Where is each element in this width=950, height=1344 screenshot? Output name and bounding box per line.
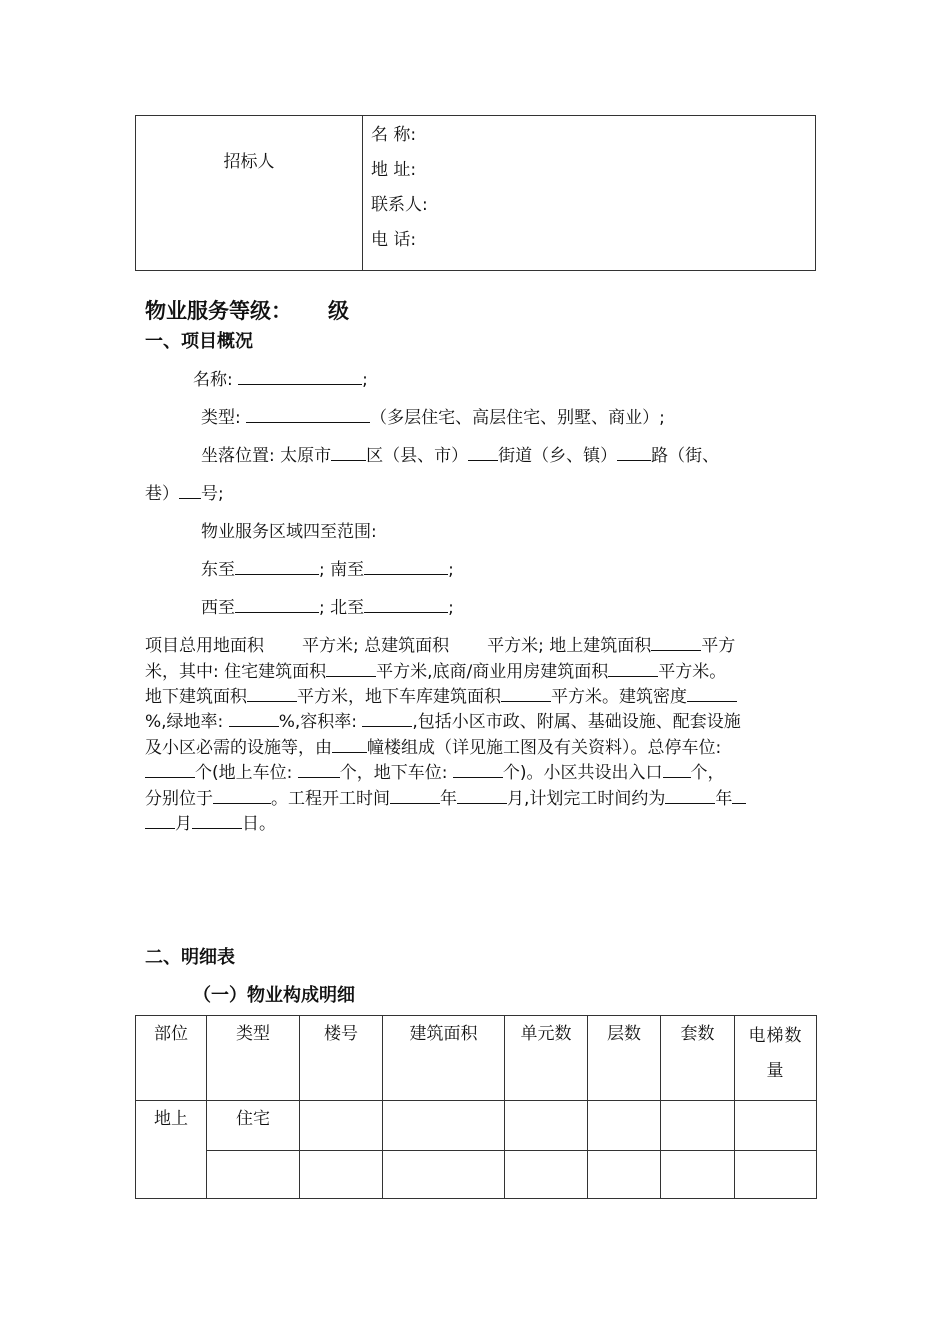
east-south-line [201, 555, 454, 580]
tender-address-field[interactable]: 地 址: [371, 160, 417, 180]
ground-area-blank[interactable] [651, 636, 701, 651]
section2-subtitle: （一）物业构成明细 [193, 985, 355, 1006]
row-type-cell [207, 1101, 300, 1151]
type-label: 类型: [201, 408, 241, 428]
table-cell[interactable] [735, 1151, 817, 1199]
header-cell [300, 1016, 383, 1101]
loc-hao: 号; [201, 484, 224, 504]
para-text: 年 [715, 789, 733, 809]
table-cell[interactable] [300, 1101, 383, 1151]
south-end: ; [448, 560, 454, 580]
start-year-blank[interactable] [390, 789, 440, 804]
header-building-no: 楼号 [324, 1024, 358, 1044]
road-blank[interactable] [617, 446, 651, 461]
table-cell[interactable] [505, 1101, 588, 1151]
table-cell[interactable] [505, 1151, 588, 1199]
para-line-6 [145, 758, 725, 783]
table-cell[interactable] [207, 1151, 300, 1199]
para-text: 平方米; 总建筑面积 [302, 636, 450, 656]
green-rate-blank[interactable] [229, 712, 279, 727]
end-month-blank-a[interactable] [732, 789, 746, 804]
para-text: 年 [440, 789, 457, 809]
residential-area-blank[interactable] [326, 662, 376, 677]
para-text: 平方 [701, 636, 736, 656]
table-header-row [136, 1016, 817, 1101]
para-line-8 [145, 809, 276, 834]
project-type-line [201, 403, 665, 428]
table-cell[interactable] [300, 1151, 383, 1199]
para-text: 平方米,底商/商业用房建筑面积 [376, 662, 609, 682]
underground-area-blank[interactable] [247, 687, 297, 702]
tender-label-cell [136, 116, 363, 271]
section1-title: 一、项目概况 [145, 331, 253, 352]
end-year-blank[interactable] [665, 789, 715, 804]
para-text: 及小区必需的设施等，由 [145, 738, 332, 758]
garage-area-blank[interactable] [501, 687, 551, 702]
start-month-blank[interactable] [457, 789, 507, 804]
name-label: 名称: [193, 370, 233, 390]
header-elevators: 电梯数量 [748, 1026, 803, 1081]
header-area: 建筑面积 [409, 1024, 478, 1044]
table-cell[interactable] [735, 1101, 817, 1151]
table-cell[interactable] [383, 1101, 505, 1151]
name-end: ; [362, 370, 368, 390]
west-blank[interactable] [235, 598, 319, 613]
south-label: ; 南至 [319, 560, 365, 580]
header-floors: 层数 [607, 1024, 641, 1044]
district-blank[interactable] [331, 446, 366, 461]
north-blank[interactable] [364, 598, 448, 613]
table-cell[interactable] [661, 1151, 735, 1199]
para-text: 平方米，地下车库建筑面积 [297, 687, 501, 707]
para-text: 幢楼组成（详见施工图及有关资料）。总停车位: [367, 738, 722, 758]
loc-xiang: 巷） [145, 484, 179, 504]
header-suites: 套数 [680, 1024, 715, 1044]
para-line-5 [145, 733, 721, 758]
area-label: 物业服务区域四至范围: [201, 522, 377, 542]
header-cell [383, 1016, 505, 1101]
north-end: ; [448, 598, 454, 618]
loc-qu: 区（县、市） [366, 446, 469, 466]
row-type: 住宅 [236, 1109, 270, 1129]
header-cell [505, 1016, 588, 1101]
service-level-line [145, 295, 349, 325]
header-cell [207, 1016, 300, 1101]
loc-jie: 街道（乡、镇） [498, 446, 618, 466]
location-line-2 [145, 479, 224, 504]
south-blank[interactable] [364, 560, 448, 575]
tender-label: 招标人 [223, 152, 275, 172]
street-blank[interactable] [468, 446, 498, 461]
table-cell[interactable] [588, 1101, 661, 1151]
west-north-line [201, 593, 454, 618]
para-text: 项目总用地面积 [145, 636, 264, 656]
header-cell [661, 1016, 735, 1101]
entrance-location-blank[interactable] [213, 789, 271, 804]
para-text: 个(地上车位: [195, 763, 298, 783]
tender-phone-field[interactable]: 电 话: [371, 230, 417, 250]
ground-parking-blank[interactable] [298, 763, 340, 778]
header-part: 部位 [154, 1024, 188, 1044]
east-blank[interactable] [235, 560, 319, 575]
para-text: 月 [175, 814, 192, 834]
table-row [136, 1151, 817, 1199]
west-label: 西至 [201, 598, 235, 618]
para-text: 月,计划完工时间约为 [507, 789, 666, 809]
table-row [136, 1101, 817, 1151]
para-text: 平方米; 地上建筑面积 [487, 636, 652, 656]
table-cell[interactable] [661, 1101, 735, 1151]
para-line-2 [145, 657, 726, 682]
para-text: %,容积率: [278, 712, 363, 732]
para-text: ,包括小区市政、附属、基础设施、配套设施 [412, 712, 741, 732]
para-text: 地下建筑面积 [145, 687, 247, 707]
project-name-line [193, 365, 368, 390]
number-blank[interactable] [179, 484, 201, 499]
commercial-area-blank[interactable] [608, 662, 658, 677]
header-type: 类型 [236, 1024, 270, 1044]
service-level-label: 物业服务等级： [145, 299, 292, 323]
tender-info-cell [363, 116, 816, 271]
para-text: 。工程开工时间 [271, 789, 390, 809]
para-text: 个， [690, 763, 725, 783]
end-month-blank-b[interactable] [145, 814, 175, 829]
section2-title: 二、明细表 [145, 947, 235, 968]
header-cell [588, 1016, 661, 1101]
name-blank[interactable] [238, 370, 362, 385]
para-text: %,绿地率: [145, 712, 229, 732]
table-cell[interactable] [588, 1151, 661, 1199]
tender-name-field[interactable]: 名 称: [371, 125, 417, 145]
entrance-blank[interactable] [663, 763, 691, 778]
para-line-7 [145, 784, 746, 809]
row-part-cell [136, 1101, 207, 1199]
header-cell [136, 1016, 207, 1101]
para-line-3 [145, 682, 737, 707]
para-text: 平方米。建筑密度 [551, 687, 687, 707]
density-blank[interactable] [687, 687, 737, 702]
loc-lu: 路（街、 [651, 446, 720, 466]
table-cell[interactable] [383, 1151, 505, 1199]
para-text: 米，其中: 住宅建筑面积 [145, 662, 327, 682]
row-part: 地上 [154, 1109, 188, 1129]
type-blank[interactable] [246, 408, 370, 423]
para-text: 日。 [242, 814, 276, 834]
header-cell [735, 1016, 817, 1101]
para-text: 平方米。 [658, 662, 727, 682]
north-label: ; 北至 [319, 598, 365, 618]
end-day-blank[interactable] [192, 814, 242, 829]
plot-ratio-blank[interactable] [362, 712, 412, 727]
east-label: 东至 [201, 560, 235, 580]
location-line [201, 441, 719, 466]
underground-parking-blank[interactable] [453, 763, 503, 778]
loc-label: 坐落位置: 太原市 [201, 446, 332, 466]
service-level-suffix: 级 [328, 299, 349, 323]
para-line-1 [145, 631, 735, 656]
para-text: 个)。小区共设出入口 [502, 763, 663, 783]
tender-table [135, 115, 816, 271]
tender-contact-field[interactable]: 联系人: [371, 195, 428, 215]
para-text: 个，地下车位: [339, 763, 453, 783]
para-text: 分别位于 [145, 789, 213, 809]
para-line-4 [145, 707, 741, 732]
building-count-blank[interactable] [332, 738, 367, 753]
property-detail-table [135, 1015, 817, 1199]
type-options: （多层住宅、高层住宅、别墅、商业）; [370, 408, 665, 428]
total-parking-blank[interactable] [145, 763, 195, 778]
header-units: 单元数 [520, 1024, 572, 1044]
